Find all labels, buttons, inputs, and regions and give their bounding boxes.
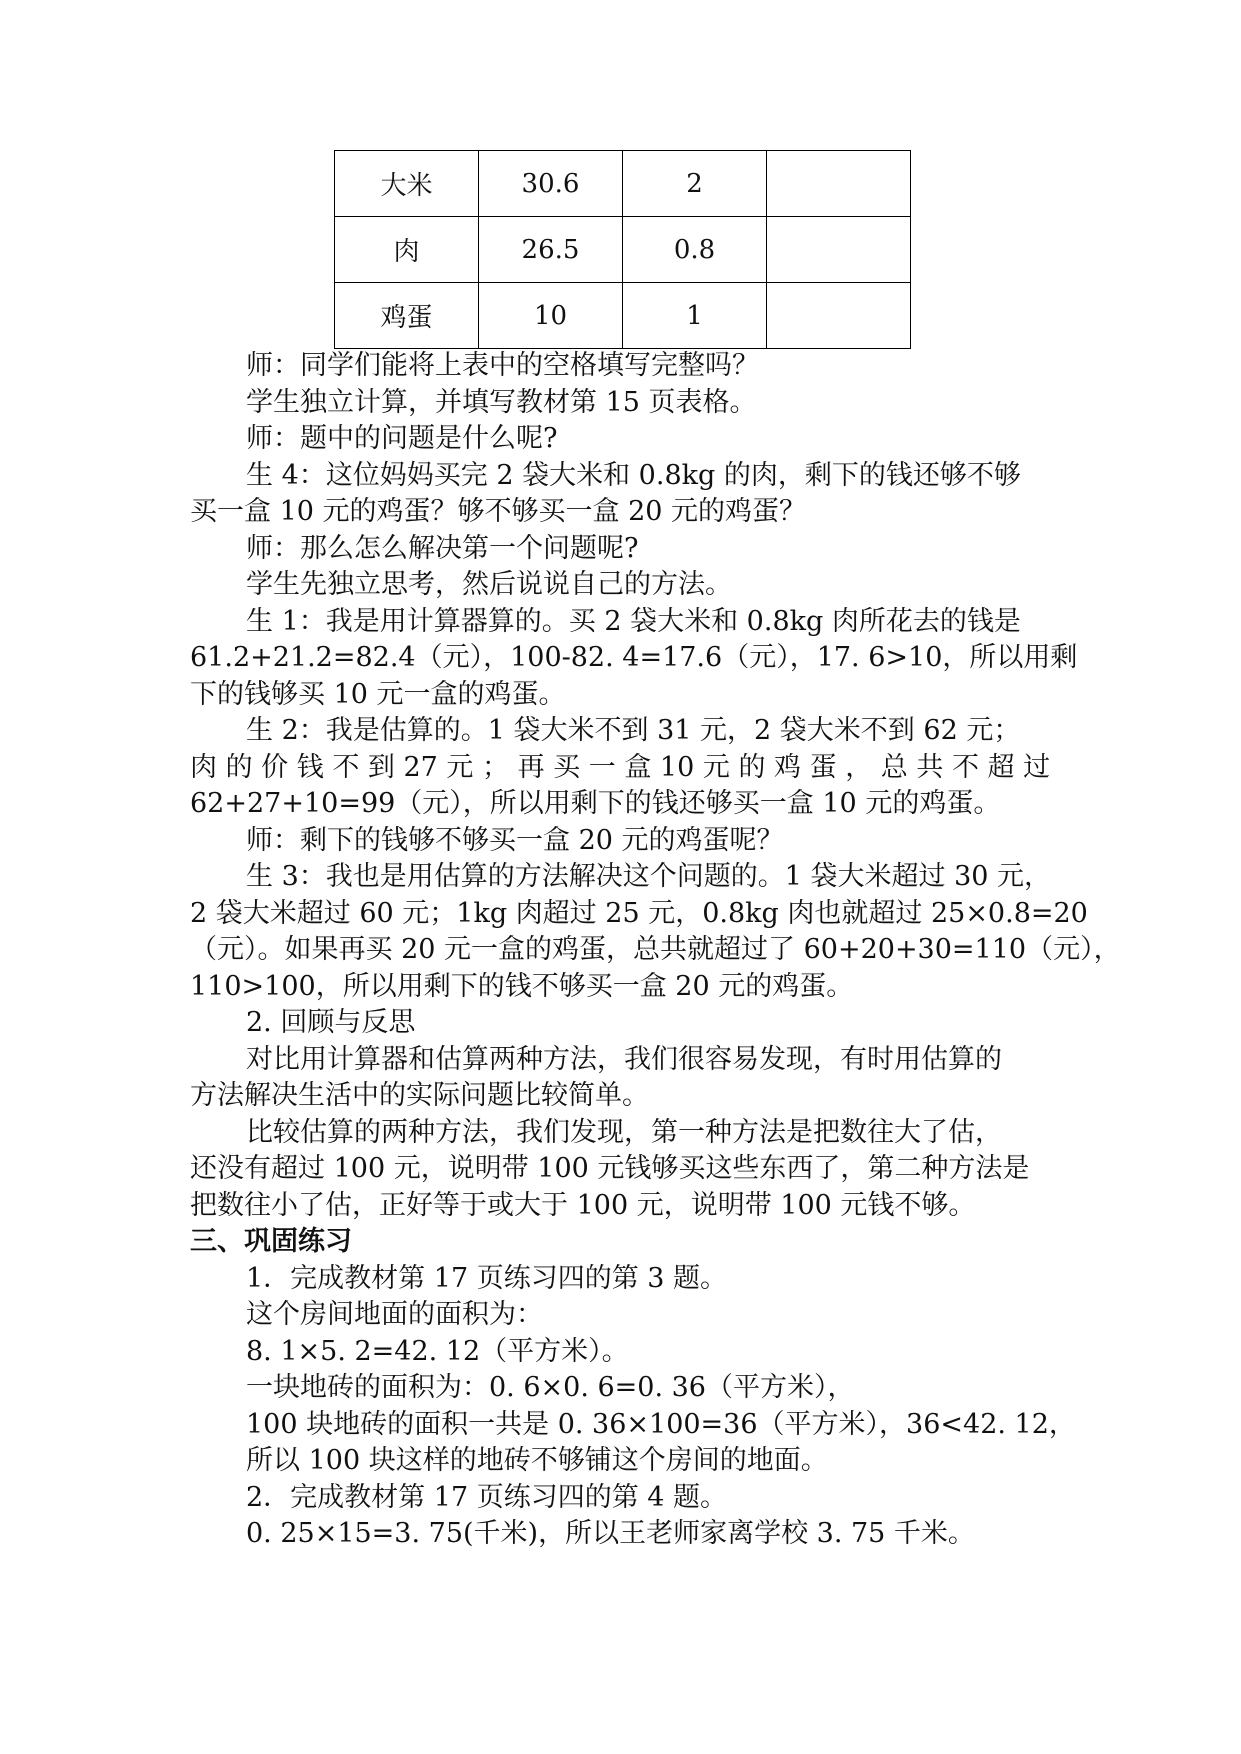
paragraph-line: 学生先独立思考，然后说说自己的方法。 bbox=[246, 569, 732, 600]
table-row bbox=[335, 283, 911, 349]
paragraph-line: （元）。如果再买 20 元一盒的鸡蛋，总共就超过了 60+20+30=110（元）， bbox=[190, 934, 1121, 965]
paragraph-line: 比较估算的两种方法，我们发现，第一种方法是把数往大了估， bbox=[246, 1116, 1002, 1148]
body-text bbox=[190, 348, 1121, 1553]
paragraph-line: 生 4：这位妈妈买完 2 袋大米和 0.8kg 的肉，剩下的钱还够不够 bbox=[246, 459, 1021, 491]
paragraph-line: 所以 100 块这样的地砖不够铺这个房间的地面。 bbox=[246, 1445, 828, 1476]
paragraph-line: 生 3：我也是用估算的方法解决这个问题的。1 袋大米超过 30 元， bbox=[246, 861, 1052, 892]
paragraph-line: 学生独立计算，并填写教材第 15 页表格。 bbox=[246, 386, 757, 418]
paragraph-line: 100 块地砖的面积一共是 0. 36×100=36（平方米），36<42. 12， bbox=[246, 1408, 1076, 1440]
paragraph-line: 这个房间地面的面积为： bbox=[246, 1299, 543, 1330]
paragraph-line: 肉 的 价 钱 不 到 27 元 ； 再 买 一 盒 10 元 的 鸡 蛋 ， 总 共 不 超 过 bbox=[190, 751, 1051, 783]
paragraph-line: 8. 1×5. 2=42. 12（平方米）。 bbox=[246, 1335, 629, 1367]
table-cell: 大米 bbox=[335, 151, 479, 217]
paragraph-line: 61.2+21.2=82.4（元），100-82. 4=17.6（元），17. 6>10，所以用剩 bbox=[190, 642, 1078, 673]
paragraph-line: 62+27+10=99（元），所以用剩下的钱还够买一盒 10 元的鸡蛋。 bbox=[190, 788, 1001, 819]
table-cell: 肉 bbox=[335, 217, 479, 283]
paragraph-line: 2 袋大米超过 60 元；1kg 肉超过 25 元，0.8kg 肉也就超过 25×0.8=20 bbox=[190, 897, 1088, 929]
paragraph-line: 买一盒 10 元的鸡蛋？够不够买一盒 20 元的鸡蛋？ bbox=[190, 496, 807, 527]
table-cell: 26.5 bbox=[479, 217, 623, 283]
paragraph-line: 还没有超过 100 元，说明带 100 元钱够买这些东西了，第二种方法是 bbox=[190, 1153, 1030, 1184]
paragraph-line: 一块地砖的面积为：0. 6×0. 6=0. 36（平方米）， bbox=[246, 1372, 855, 1403]
paragraph-line: 师：那么怎么解决第一个问题呢? bbox=[246, 532, 639, 564]
paragraph-line: 师：剩下的钱够不够买一盒 20 元的鸡蛋呢？ bbox=[246, 824, 784, 856]
table-row bbox=[335, 151, 911, 217]
table-row bbox=[335, 217, 911, 283]
paragraph-line: 方法解决生活中的实际问题比较简单。 bbox=[190, 1080, 649, 1111]
paragraph-line: 110>100，所以用剩下的钱不够买一盒 20 元的鸡蛋。 bbox=[190, 970, 854, 1002]
table-cell-empty bbox=[767, 217, 911, 283]
table-cell: 30.6 bbox=[479, 151, 623, 217]
table-cell-empty bbox=[767, 283, 911, 349]
paragraph-line: 生 1：我是用计算器算的。买 2 袋大米和 0.8kg 肉所花去的钱是 bbox=[246, 605, 1021, 637]
paragraph-line: 下的钱够买 10 元一盒的鸡蛋。 bbox=[190, 678, 566, 710]
paragraph-line: 师：题中的问题是什么呢? bbox=[246, 423, 558, 454]
price-table bbox=[334, 150, 911, 349]
paragraph-line: 0. 25×15=3. 75(千米)，所以王老师家离学校 3. 75 千米。 bbox=[246, 1518, 975, 1549]
paragraph-line: 师：同学们能将上表中的空格填写完整吗？ bbox=[246, 350, 759, 381]
table-cell: 10 bbox=[479, 283, 623, 349]
section-heading: 三、巩固练习 bbox=[190, 1226, 352, 1257]
paragraph-line: 把数往小了估，正好等于或大于 100 元，说明带 100 元钱不够。 bbox=[190, 1189, 976, 1221]
paragraph-line: 生 2：我是估算的。1 袋大米不到 31 元，2 袋大米不到 62 元； bbox=[246, 715, 1021, 746]
paragraph-line: 对比用计算器和估算两种方法，我们很容易发现，有时用估算的 bbox=[246, 1043, 1002, 1075]
table-cell: 2 bbox=[623, 151, 767, 217]
paragraph-line: 1．完成教材第 17 页练习四的第 3 题。 bbox=[246, 1262, 728, 1294]
table-cell-empty bbox=[767, 151, 911, 217]
table-cell: 1 bbox=[623, 283, 767, 349]
table-cell: 0.8 bbox=[623, 217, 767, 283]
table-cell: 鸡蛋 bbox=[335, 283, 479, 349]
paragraph-line: 2．完成教材第 17 页练习四的第 4 题。 bbox=[246, 1481, 728, 1513]
section-subheading: 2. 回顾与反思 bbox=[246, 1007, 416, 1038]
